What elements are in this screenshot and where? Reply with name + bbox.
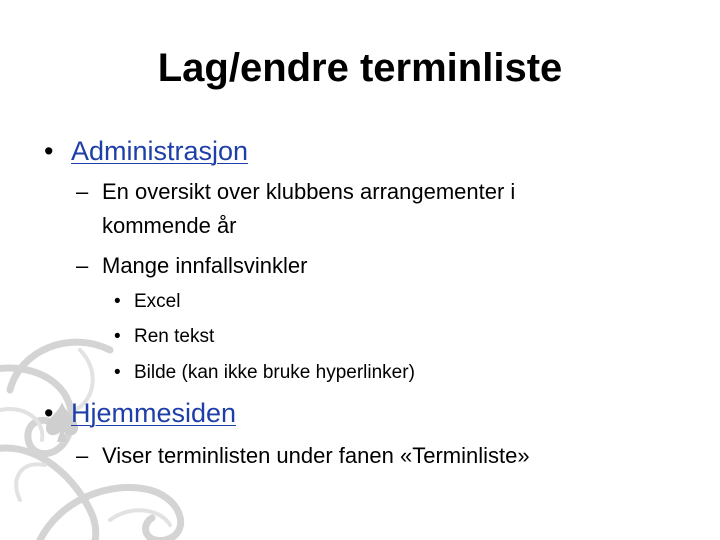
bullet-2-dot: • — [44, 398, 54, 428]
subsub-excel: Excel — [134, 291, 181, 312]
link-administrasjon[interactable]: Administrasjon — [71, 136, 249, 166]
subsub-dot-1: • — [114, 291, 121, 312]
slide-title: Lag/endre terminliste — [157, 46, 563, 90]
dash-1-1: – — [76, 179, 89, 204]
subitem-1-1-line2: kommende år — [102, 213, 237, 238]
dash-2-1: – — [76, 443, 89, 468]
subsub-dot-2: • — [114, 326, 121, 347]
dash-1-2: – — [76, 253, 89, 278]
subitem-2-1: Viser terminlisten under fanen «Terminliste» — [102, 443, 530, 468]
subitem-1-1-line1: En oversikt over klubbens arrangementer i — [102, 179, 516, 204]
subsub-bilde: Bilde (kan ikke bruke hyperlinker) — [134, 362, 415, 383]
link-hjemmesiden[interactable]: Hjemmesiden — [71, 398, 237, 428]
subsub-dot-3: • — [114, 362, 121, 383]
subsub-ren-tekst: Ren tekst — [134, 326, 215, 347]
subitem-1-2: Mange innfallsvinkler — [102, 253, 308, 278]
bullet-1-dot: • — [44, 136, 54, 166]
